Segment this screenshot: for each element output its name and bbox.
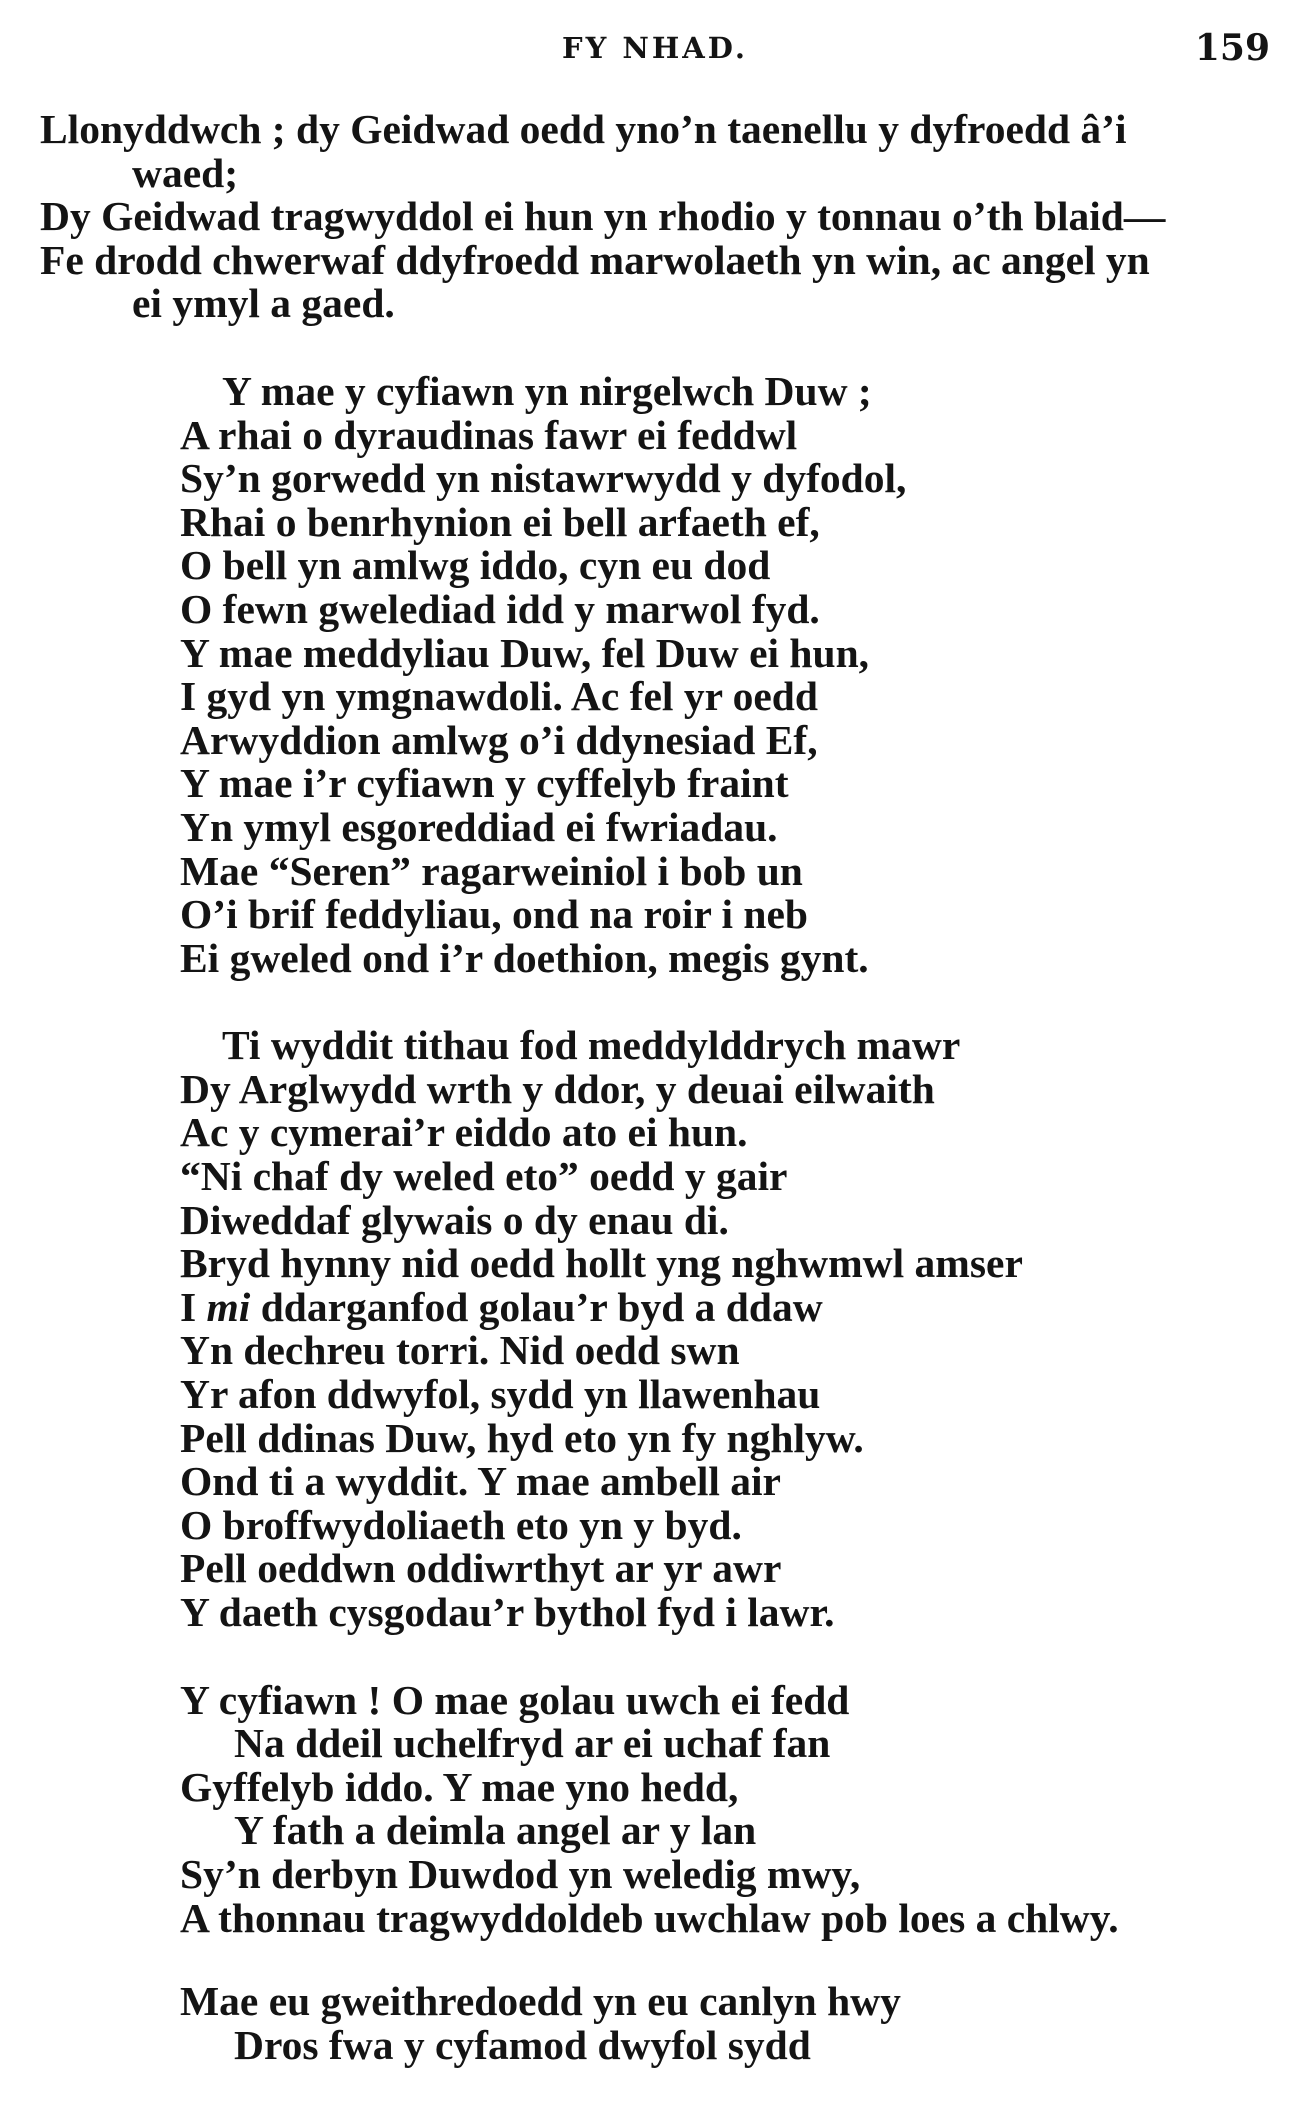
verse-line: Y mae meddyliau Duw, fel Duw ei hun,	[180, 629, 870, 676]
verse-line: Ond ti a wyddit. Y mae ambell air	[180, 1458, 781, 1505]
verse-line: Y cyfiawn ! O mae golau uwch ei fedd	[180, 1676, 850, 1723]
verse-line: Mae eu gweithredoedd yn eu canlyn hwy	[180, 1978, 901, 2025]
poem-body	[40, 108, 1280, 2067]
verse-line: Fe drodd chwerwaf ddyfroedd marwolaeth yn win, ac angel yn	[40, 236, 1150, 283]
italic-word: mi	[206, 1283, 251, 1330]
verse-line: Sy’n gorwedd yn nistawrwydd y dyfodol,	[180, 455, 907, 502]
verse-line: Dros fwa y cyfamod dwyfol sydd	[234, 2021, 811, 2068]
verse-line: Llonyddwch ; dy Geidwad oedd yno’n taenellu y dyfroedd â’i	[40, 106, 1127, 152]
verse-line: waed;	[132, 149, 239, 196]
verse-line: Arwyddion amlwg o’i ddynesiad Ef,	[180, 716, 818, 763]
page-number: 159	[1194, 27, 1270, 69]
verse-line: Sy’n derbyn Duwdod yn weledig mwy,	[180, 1850, 861, 1897]
stanza-break	[40, 980, 1280, 1024]
verse-text: ddarganfod golau’r byd a ddaw	[250, 1283, 823, 1330]
verse-line: O broffwydoliaeth eto yn y byd.	[180, 1501, 742, 1548]
verse-line: Na ddeil uchelfryd ar ei uchaf fan	[234, 1720, 831, 1767]
stanza-3	[40, 1676, 1280, 1941]
verse-line: Yn ymyl esgoreddiad ei fwriadau.	[180, 803, 778, 850]
stanza-break	[40, 326, 1280, 370]
verse-line: Yn dechreu torri. Nid oedd swn	[180, 1327, 740, 1374]
verse-line: Bryd hynny nid oedd hollt yng nghwmwl amser	[180, 1240, 1023, 1287]
verse-line: Y mae y cyfiawn yn nirgelwch Duw ;	[222, 367, 872, 414]
stanza-break	[40, 1940, 1280, 1980]
verse-line: Rhai o benrhynion ei bell arfaeth ef,	[180, 498, 820, 545]
verse-line: Ei gweled ond i’r doethion, megis gynt.	[180, 934, 869, 981]
verse-line-with-italic	[40, 1283, 1280, 1330]
verse-line: Pell oeddwn oddiwrthyt ar yr awr	[180, 1545, 782, 1592]
stanza-1	[40, 367, 1280, 981]
verse-line: O bell yn amlwg iddo, cyn eu dod	[180, 542, 771, 589]
verse-line: O fewn gwelediad idd y marwol fyd.	[180, 585, 820, 632]
stanza-break	[40, 1635, 1280, 1679]
verse-line: Y daeth cysgodau’r bythol fyd i lawr.	[180, 1589, 835, 1635]
verse-line: A thonnau tragwyddoldeb uwchlaw pob loes a chlwy.	[180, 1894, 1119, 1941]
verse-line: Diweddaf glywais o dy enau di.	[180, 1196, 729, 1243]
page-header	[40, 26, 1270, 70]
verse-line: A rhai o dyraudinas fawr ei feddwl	[180, 411, 798, 458]
verse-line: Gyffelyb iddo. Y mae yno hedd,	[180, 1763, 739, 1810]
verse-line: Y mae i’r cyfiawn y cyffelyb fraint	[180, 760, 789, 807]
verse-line: Dy Arglwydd wrth y ddor, y deuai eilwaith	[180, 1065, 935, 1112]
verse-line: ei ymyl a gaed.	[132, 280, 395, 327]
running-head: FY NHAD.	[561, 31, 748, 65]
stanza-4	[40, 1980, 1280, 2067]
verse-line: “Ni chaf dy weled eto” oedd y gair	[180, 1153, 788, 1200]
verse-line: Mae “Seren” ragarweiniol i bob un	[180, 847, 803, 894]
verse-line: Ac y cymerai’r eiddo ato ei hun.	[180, 1109, 748, 1156]
verse-line: O’i brif feddyliau, ond na roir i neb	[180, 891, 808, 938]
verse-line: Yr afon ddwyfol, sydd yn llawenhau	[180, 1371, 821, 1418]
verse-line: Y fath a deimla angel ar y lan	[234, 1807, 757, 1854]
verse-line: Ti wyddit tithau fod meddylddrych mawr	[222, 1022, 961, 1069]
stanza-2	[40, 1024, 1280, 1634]
verse-text: I	[180, 1283, 207, 1330]
verse-line: Pell ddinas Duw, hyd eto yn fy nghlyw.	[180, 1414, 864, 1461]
verse-line: I gyd yn ymgnawdoli. Ac fel yr oedd	[180, 673, 818, 720]
opening-stanza	[40, 108, 1280, 326]
verse-line: Dy Geidwad tragwyddol ei hun yn rhodio y tonnau o’th blaid—	[40, 193, 1166, 240]
